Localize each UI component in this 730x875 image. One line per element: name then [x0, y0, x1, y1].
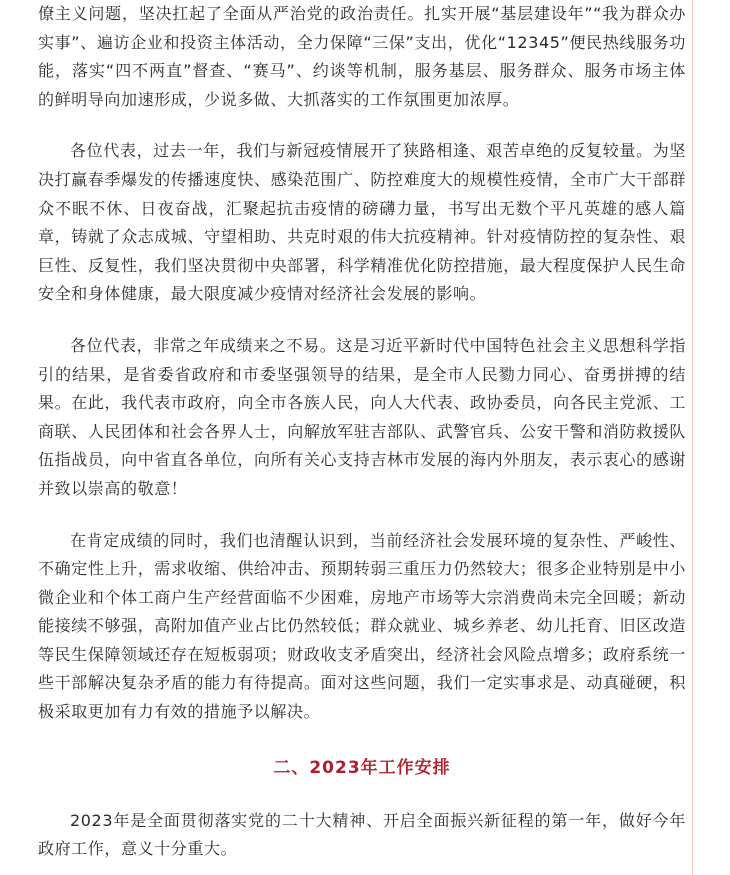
paragraph-2023-intro: 2023年是全面贯彻落实党的二十大精神、开启全面振兴新征程的第一年，做好今年政府工作，意义十分重大。	[38, 810, 686, 859]
paragraph-gratitude: 各位代表，非常之年成绩来之不易。这是习近平新时代中国特色社会主义思想科学指引的结果，是省委省政府和市委坚强领导的结果，是全市人民勠力同心、奋勇拼搏的结果。在此，我代表市政府，向全市各族人民，向人大代表、政协委员，向各民主党派、工商联、人民团体和社会各界人士，向解放军驻吉部队、武警官兵、公安干警和消防救援队伍指战员，向中省直各单位，向所有关心支持吉林市发展的海内外朋友，表示衷心的感谢并致以崇高的敬意！	[38, 335, 686, 498]
paragraph-work-style: 僚主义问题，坚决扛起了全面从严治党的政治责任。扎实开展“基层建设年”“我为群众办实事”、遍访企业和投资主体活动，全力保障“三保”支出，优化“12345”便民热线服务功能，落实“四不两直”督查、“赛马”、约谈等机制，服务基层、服务群众、服务市场主体的鲜明导向加速形成，少说多做、大抓落实的工作氛围更加浓厚。	[38, 4, 686, 109]
paragraph-epidemic-fight: 各位代表，过去一年，我们与新冠疫情展开了狭路相逢、艰苦卓绝的反复较量。为坚决打赢春季爆发的传播速度快、感染范围广、防控难度大的规模性疫情，全市广大干部群众不眠不休、日夜奋战，汇聚起抗击疫情的磅礴力量，书写出无数个平凡英雄的感人篇章，铸就了众志成城、守望相助、共克时艰的伟大抗疫精神。针对疫情防控的复杂性、艰巨性、反复性，我们坚决贯彻中央部署，科学精准优化防控措施，最大程度保护人民生命安全和身体健康，最大限度减少疫情对经济社会发展的影响。	[38, 141, 686, 304]
section-heading: 二、2023年工作安排	[273, 757, 451, 778]
right-border-rule	[692, 0, 693, 875]
paragraph-challenges: 在肯定成绩的同时，我们也清醒认识到，当前经济社会发展环境的复杂性、严峻性、不确定性上升，需求收缩、供给冲击、预期转弱三重压力仍然较大；很多企业特别是中小微企业和个体工商户生产经营面临不少困难，房地产市场等大宗消费尚未完全回暖；新动能接续不够强，高附加值产业占比仍然较低；群众就业、城乡养老、幼儿托育、旧区改造等民生保障领域还存在短板弱项；财政收支矛盾突出，经济社会风险点增多；政府系统一些干部解决复杂矛盾的能力有待提高。面对这些问题，我们一定实事求是、动真碰硬，积极采取更加有力有效的措施予以解决。	[38, 530, 686, 722]
